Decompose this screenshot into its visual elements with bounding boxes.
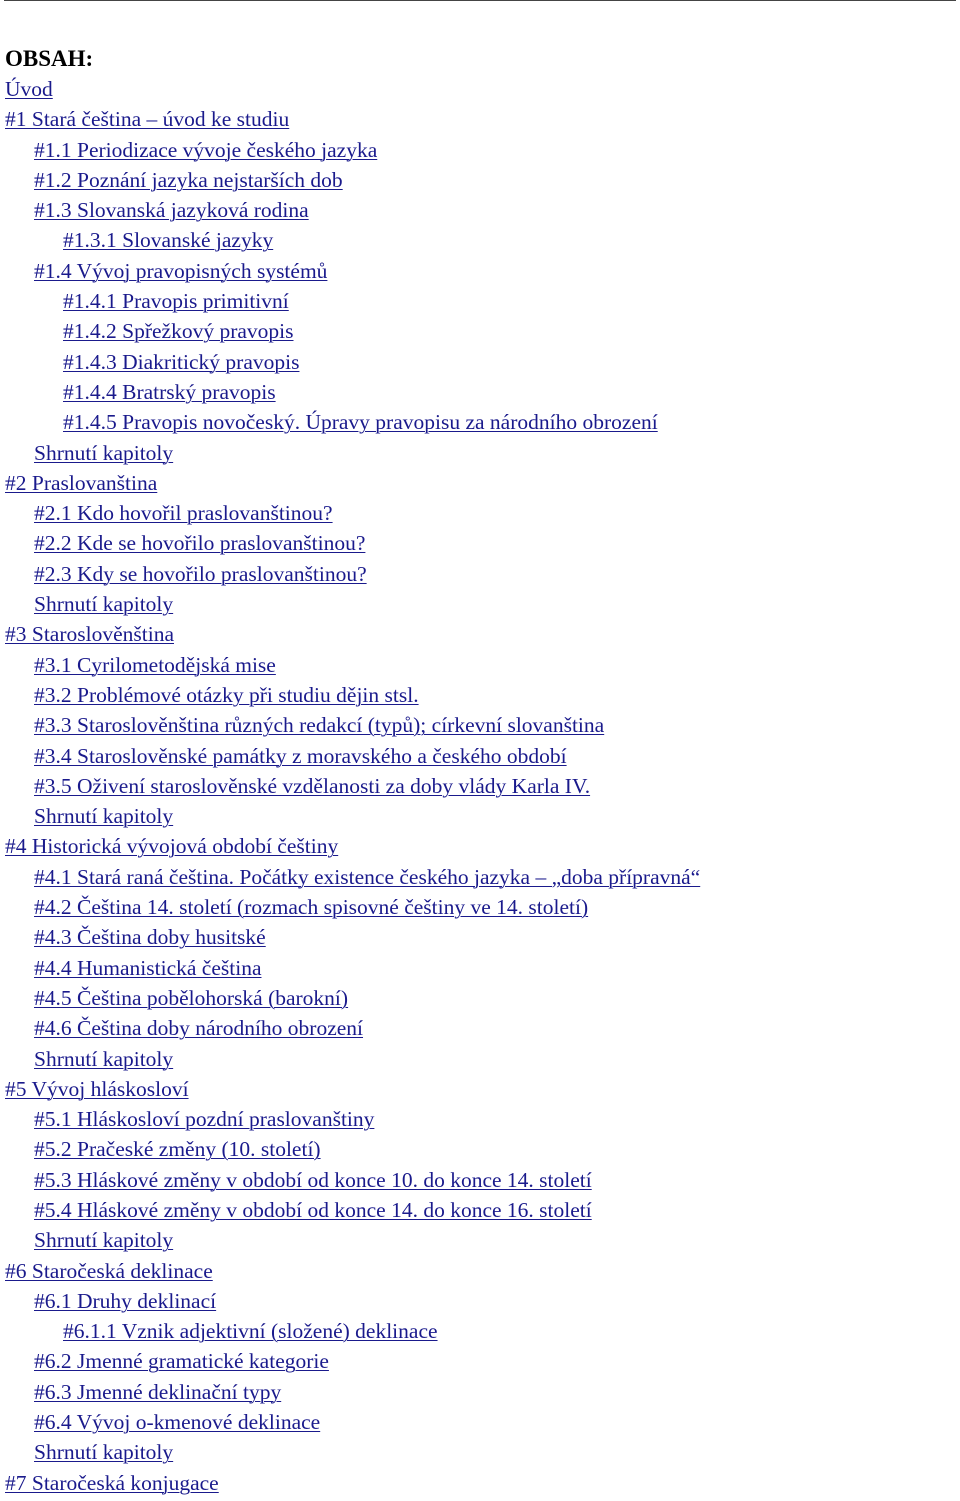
toc-link-45[interactable]: [5, 1437, 700, 1467]
toc-link-label: #1.4.5 Pravopis novočeský. Úpravy pravopisu za národního obrození: [63, 410, 658, 435]
toc-link-label: #3.5 Oživení staroslověnské vzdělanosti za doby vlády Karla IV.: [34, 773, 591, 798]
toc-link-19[interactable]: [5, 650, 700, 680]
toc-link-38[interactable]: [5, 1225, 700, 1255]
page-top-border: [4, 0, 956, 5]
toc-link-label: #4.6 Čeština doby národního obrození: [34, 1016, 364, 1041]
toc-link-label: #1.4.4 Bratrský pravopis: [63, 379, 276, 404]
toc-link-43[interactable]: [5, 1377, 700, 1407]
toc-link-46[interactable]: [5, 1468, 700, 1498]
toc-link-3[interactable]: [5, 165, 700, 195]
toc-link-label: #1.4 Vývoj pravopisných systémů: [34, 258, 328, 283]
toc-link-33[interactable]: [5, 1074, 700, 1104]
toc-link-label: Shrnutí kapitoly: [34, 1046, 174, 1071]
toc-link-label: #1.1 Periodizace vývoje českého jazyka: [34, 137, 378, 162]
toc-link-16[interactable]: [5, 559, 700, 589]
toc-link-0[interactable]: [5, 74, 700, 104]
toc-link-label: #2.2 Kde se hovořilo praslovanštinou?: [34, 531, 366, 556]
toc-link-label: Shrnutí kapitoly: [34, 592, 174, 617]
toc-link-label: #2.3 Kdy se hovořilo praslovanštinou?: [34, 561, 367, 586]
toc-link-12[interactable]: [5, 438, 700, 468]
toc-link-20[interactable]: [5, 680, 700, 710]
toc-link-37[interactable]: [5, 1195, 700, 1225]
toc-link-31[interactable]: [5, 1013, 700, 1043]
toc-link-8[interactable]: [5, 316, 700, 346]
toc-link-23[interactable]: [5, 771, 700, 801]
toc-link-13[interactable]: [5, 468, 700, 498]
toc-link-label: #1 Stará čeština – úvod ke studiu: [5, 107, 290, 132]
toc-link-label: #1.2 Poznání jazyka nejstarších dob: [34, 167, 343, 192]
toc-link-24[interactable]: [5, 801, 700, 831]
toc-link-label: #1.4.2 Spřežkový pravopis: [63, 319, 294, 344]
toc-link-label: #6.3 Jmenné deklinační typy: [34, 1379, 282, 1404]
toc-link-35[interactable]: [5, 1134, 700, 1164]
toc-link-label: #5.4 Hláskové změny v období od konce 14. do konce 16. století: [34, 1197, 592, 1222]
toc-link-10[interactable]: [5, 377, 700, 407]
toc-link-label: Shrnutí kapitoly: [34, 1440, 174, 1465]
toc-link-30[interactable]: [5, 983, 700, 1013]
toc-link-label: #3.1 Cyrilometodějská mise: [34, 652, 276, 677]
toc-link-label: #5.2 Pračeské změny (10. století): [34, 1137, 321, 1162]
toc-list: [5, 74, 700, 1498]
toc-link-9[interactable]: [5, 347, 700, 377]
toc-link-2[interactable]: [5, 135, 700, 165]
toc-link-label: #6.2 Jmenné gramatické kategorie: [34, 1349, 329, 1374]
toc-link-label: #1.3.1 Slovanské jazyky: [63, 228, 274, 253]
toc-link-label: #4.4 Humanistická čeština: [34, 955, 262, 980]
toc-link-label: #3.3 Staroslověnština různých redakcí (typů); církevní slovanština: [34, 713, 605, 738]
toc-link-label: #6.1 Druhy deklinací: [34, 1288, 217, 1313]
toc-link-15[interactable]: [5, 528, 700, 558]
toc-link-32[interactable]: [5, 1044, 700, 1074]
toc-link-39[interactable]: [5, 1256, 700, 1286]
toc-link-21[interactable]: [5, 710, 700, 740]
table-of-contents: [5, 44, 700, 1498]
toc-link-label: #3.4 Staroslověnské památky z moravského a českého období: [34, 743, 567, 768]
toc-link-label: #2 Praslovanština: [5, 470, 158, 495]
toc-link-label: #1.4.3 Diakritický pravopis: [63, 349, 300, 374]
toc-link-11[interactable]: [5, 407, 700, 437]
toc-link-18[interactable]: [5, 619, 700, 649]
toc-link-4[interactable]: [5, 195, 700, 225]
toc-link-label: #4.1 Stará raná čeština. Počátky existence českého jazyka – „doba přípravná“: [34, 864, 701, 889]
toc-link-26[interactable]: [5, 862, 700, 892]
toc-link-label: #5.3 Hláskové změny v období od konce 10. do konce 14. století: [34, 1167, 592, 1192]
toc-link-label: Shrnutí kapitoly: [34, 804, 174, 829]
toc-link-34[interactable]: [5, 1104, 700, 1134]
toc-link-22[interactable]: [5, 741, 700, 771]
toc-link-17[interactable]: [5, 589, 700, 619]
toc-link-label: #5.1 Hláskosloví pozdní praslovanštiny: [34, 1107, 375, 1132]
toc-link-label: #4.3 Čeština doby husitské: [34, 925, 266, 950]
toc-link-label: #4.2 Čeština 14. století (rozmach spisovné češtiny ve 14. století): [34, 895, 589, 920]
toc-link-label: #6.4 Vývoj o-kmenové deklinace: [34, 1410, 321, 1435]
toc-link-5[interactable]: [5, 225, 700, 255]
toc-link-44[interactable]: [5, 1407, 700, 1437]
toc-link-label: Úvod: [5, 77, 53, 101]
toc-link-36[interactable]: [5, 1165, 700, 1195]
toc-link-label: #6.1.1 Vznik adjektivní (složené) deklinace: [63, 1319, 438, 1344]
toc-link-label: #4 Historická vývojová období češtiny: [5, 834, 339, 859]
toc-link-label: #2.1 Kdo hovořil praslovanštinou?: [34, 501, 333, 526]
toc-link-label: #7 Staročeská konjugace: [5, 1470, 219, 1495]
toc-link-41[interactable]: [5, 1316, 700, 1346]
toc-link-label: #1.4.1 Pravopis primitivní: [63, 289, 289, 314]
toc-link-40[interactable]: [5, 1286, 700, 1316]
toc-link-28[interactable]: [5, 922, 700, 952]
toc-link-29[interactable]: [5, 953, 700, 983]
toc-link-7[interactable]: [5, 286, 700, 316]
toc-link-label: Shrnutí kapitoly: [34, 440, 174, 465]
toc-link-label: #3.2 Problémové otázky při studiu dějin stsl.: [34, 682, 419, 707]
toc-link-label: #5 Vývoj hláskosloví: [5, 1076, 189, 1101]
toc-heading: OBSAH:: [5, 46, 94, 71]
toc-link-6[interactable]: [5, 256, 700, 286]
toc-link-14[interactable]: [5, 498, 700, 528]
toc-link-label: #1.3 Slovanská jazyková rodina: [34, 198, 309, 223]
toc-link-1[interactable]: [5, 104, 700, 134]
toc-link-label: #3 Staroslověnština: [5, 622, 174, 647]
toc-link-27[interactable]: [5, 892, 700, 922]
toc-link-label: #6 Staročeská deklinace: [5, 1258, 213, 1283]
toc-link-42[interactable]: [5, 1346, 700, 1376]
toc-link-label: Shrnutí kapitoly: [34, 1228, 174, 1253]
toc-link-25[interactable]: [5, 831, 700, 861]
toc-link-label: #4.5 Čeština pobělohorská (barokní): [34, 985, 349, 1010]
